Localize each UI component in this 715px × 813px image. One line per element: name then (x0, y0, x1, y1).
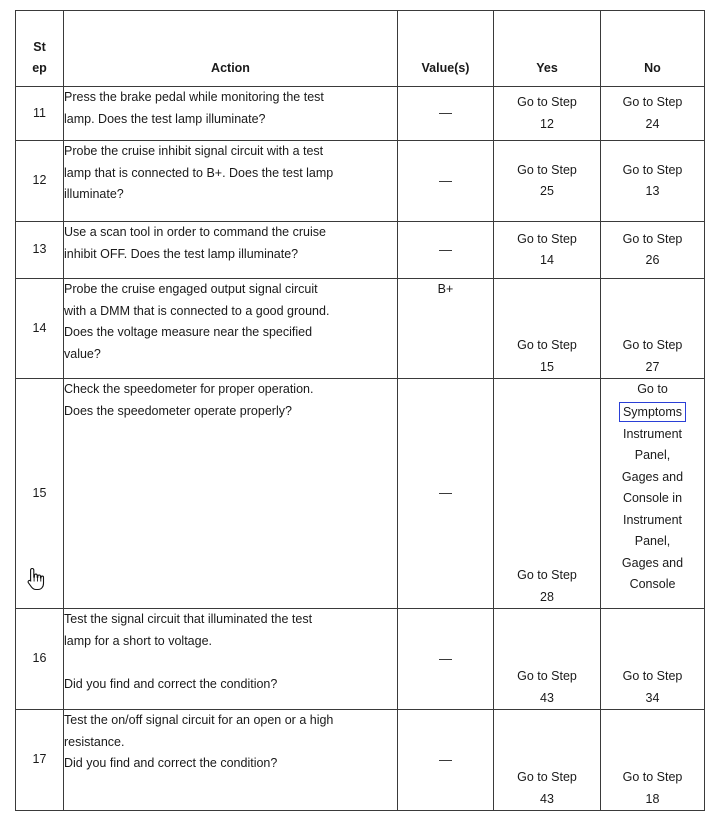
value-cell: — (398, 379, 494, 609)
no-cell: Go to Symptoms Instrument Panel, Gages and Console in Instrument Panel, Gages and Console (601, 379, 705, 609)
value-cell: B+ (398, 279, 494, 379)
action-cell: Probe the cruise engaged output signal circuit with a DMM that is connected to a good ground. Does the voltage measure near the specified value? (64, 279, 398, 379)
symptoms-link[interactable]: Symptoms (619, 402, 686, 422)
value-cell: — (398, 710, 494, 811)
diagnostic-table (15, 10, 705, 811)
yes-cell[interactable]: Go to Step 43 (494, 710, 601, 811)
table-row (16, 222, 705, 279)
hand-pointer-icon (27, 567, 45, 591)
table-row (16, 710, 705, 811)
value-cell: — (398, 609, 494, 710)
step-number: 15 (16, 379, 64, 609)
step-number: 13 (16, 222, 64, 279)
table-row (16, 87, 705, 141)
yes-cell[interactable]: Go to Step 43 (494, 609, 601, 710)
step-number: 17 (16, 710, 64, 811)
header-step: St ep (16, 11, 64, 87)
action-cell: Check the speedometer for proper operation. Does the speedometer operate properly? (64, 379, 398, 609)
table-row (16, 609, 705, 710)
no-cell[interactable]: Go to Step 26 (601, 222, 705, 279)
no-cell[interactable]: Go to Step 13 (601, 141, 705, 222)
step-number: 12 (16, 141, 64, 222)
table-row (16, 279, 705, 379)
yes-cell[interactable]: Go to Step 14 (494, 222, 601, 279)
step-number: 11 (16, 87, 64, 141)
action-cell: Probe the cruise inhibit signal circuit with a test lamp that is connected to B+. Does the test lamp illuminate? (64, 141, 398, 222)
yes-cell[interactable]: Go to Step 12 (494, 87, 601, 141)
yes-cell[interactable]: Go to Step 28 (494, 379, 601, 609)
yes-cell[interactable]: Go to Step 25 (494, 141, 601, 222)
header-values: Value(s) (398, 11, 494, 87)
no-cell[interactable]: Go to Step 24 (601, 87, 705, 141)
table-row (16, 379, 705, 609)
header-row (16, 11, 705, 87)
header-action: Action (64, 11, 398, 87)
table-row (16, 141, 705, 222)
step-number: 16 (16, 609, 64, 710)
no-cell[interactable]: Go to Step 18 (601, 710, 705, 811)
no-cell[interactable]: Go to Step 34 (601, 609, 705, 710)
no-cell[interactable]: Go to Step 27 (601, 279, 705, 379)
header-no: No (601, 11, 705, 87)
action-cell: Test the signal circuit that illuminated the test lamp for a short to voltage. Did you find and correct the condition? (64, 609, 398, 710)
action-cell: Test the on/off signal circuit for an open or a high resistance. Did you find and correct the condition? (64, 710, 398, 811)
value-cell: — (398, 222, 494, 279)
step-number: 14 (16, 279, 64, 379)
action-cell: Press the brake pedal while monitoring the test lamp. Does the test lamp illuminate? (64, 87, 398, 141)
action-cell: Use a scan tool in order to command the cruise inhibit OFF. Does the test lamp illuminate? (64, 222, 398, 279)
header-yes: Yes (494, 11, 601, 87)
value-cell: — (398, 141, 494, 222)
value-cell: — (398, 87, 494, 141)
yes-cell[interactable]: Go to Step 15 (494, 279, 601, 379)
